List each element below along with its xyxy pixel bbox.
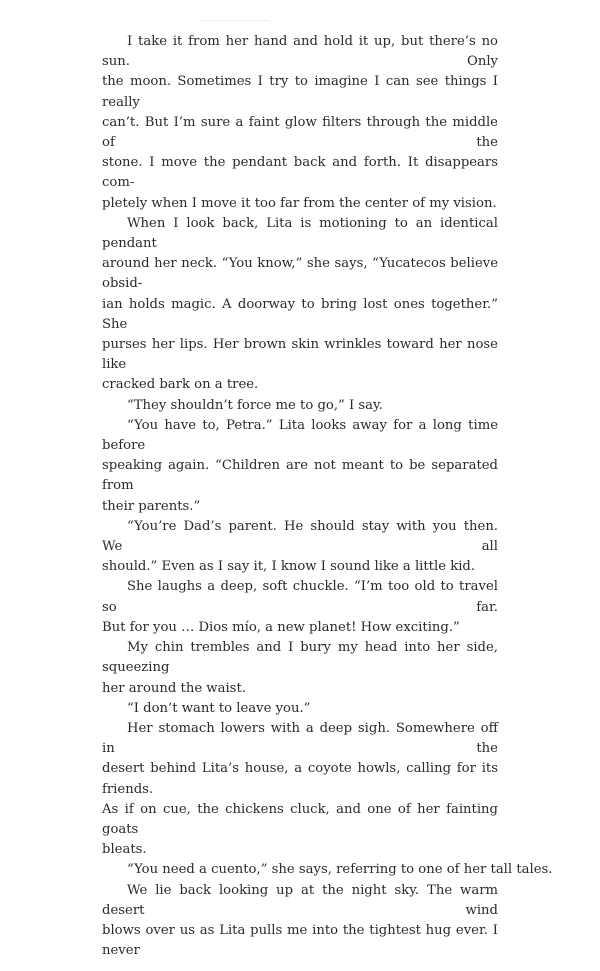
- text-line: desert behind Lita’s house, a coyote howls, calling for its friends.: [102, 761, 498, 797]
- text-line: her around the waist.: [102, 680, 246, 696]
- text-line: around her neck. “You know,” she says, “Yucatecos believe obsid-: [102, 256, 498, 292]
- paragraph: [102, 638, 498, 699]
- text-line: She laughs a deep, soft chuckle. “I’m too old to travel so far.: [102, 579, 498, 615]
- paragraph: [102, 517, 498, 578]
- text-line: We lie back looking up at the night sky. The warm desert wind: [102, 882, 498, 918]
- text-line: “You have to, Petra.” Lita looks away for a long time before: [102, 417, 498, 454]
- text-line: As if on cue, the chickens cluck, and one of her fainting goats: [102, 801, 498, 837]
- paragraph: [102, 577, 498, 638]
- page-text: [102, 32, 553, 971]
- text-line: bleats.: [102, 842, 147, 858]
- text-line: When I look back, Lita is motioning to an identical pendant: [102, 215, 498, 252]
- paragraph: [102, 214, 498, 396]
- text-line: should.” Even as I say it, I know I sound like a little kid.: [102, 559, 476, 575]
- text-line: stone. I move the pendant back and forth. It disappears com-: [102, 155, 498, 191]
- paragraph: [102, 860, 553, 880]
- paragraph: [102, 416, 498, 517]
- paragraph: [102, 396, 498, 416]
- text-line: “You’re Dad’s parent. He should stay with you then. We all: [102, 518, 498, 555]
- truncated-next-line: [102, 961, 498, 971]
- text-line: Her stomach lowers with a deep sigh. Somewhere off in the: [102, 720, 498, 757]
- text-line: speaking again. “Children are not meant to be separated from: [102, 458, 498, 494]
- text-line: “You need a cuento,” she says, referring to one of her tall tales.: [127, 862, 553, 878]
- paragraph: [102, 699, 498, 719]
- text-line: “I don’t want to leave you.”: [127, 700, 311, 716]
- paragraph: [102, 719, 498, 860]
- text-line: cracked bark on a tree.: [102, 377, 259, 393]
- text-line: But for you … Dios mío, a new planet! How exciting.”: [102, 619, 460, 635]
- paragraph: [102, 32, 498, 214]
- text-line: blows over us as Lita pulls me into the tightest hug ever. I never: [102, 922, 498, 959]
- text-line: the moon. Sometimes I try to imagine I can see things I really: [102, 74, 498, 110]
- page-top-rule: [200, 20, 270, 21]
- text-line: ian holds magic. A doorway to bring lost ones together.” She: [102, 296, 498, 332]
- text-line: “They shouldn’t force me to go,” I say.: [127, 397, 383, 413]
- text-line: pletely when I move it too far from the center of my vision.: [102, 195, 497, 211]
- text-line: their parents.”: [102, 498, 201, 514]
- text-line: can’t. But I’m sure a faint glow filters through the middle of the: [102, 114, 498, 151]
- text-line: My chin trembles and I bury my head into her side, squeezing: [102, 640, 498, 676]
- text-line: purses her lips. Her brown skin wrinkles toward her nose like: [102, 337, 498, 373]
- paragraph: [102, 881, 498, 962]
- text-line: I take it from her hand and hold it up, but there’s no sun. Only: [102, 34, 498, 70]
